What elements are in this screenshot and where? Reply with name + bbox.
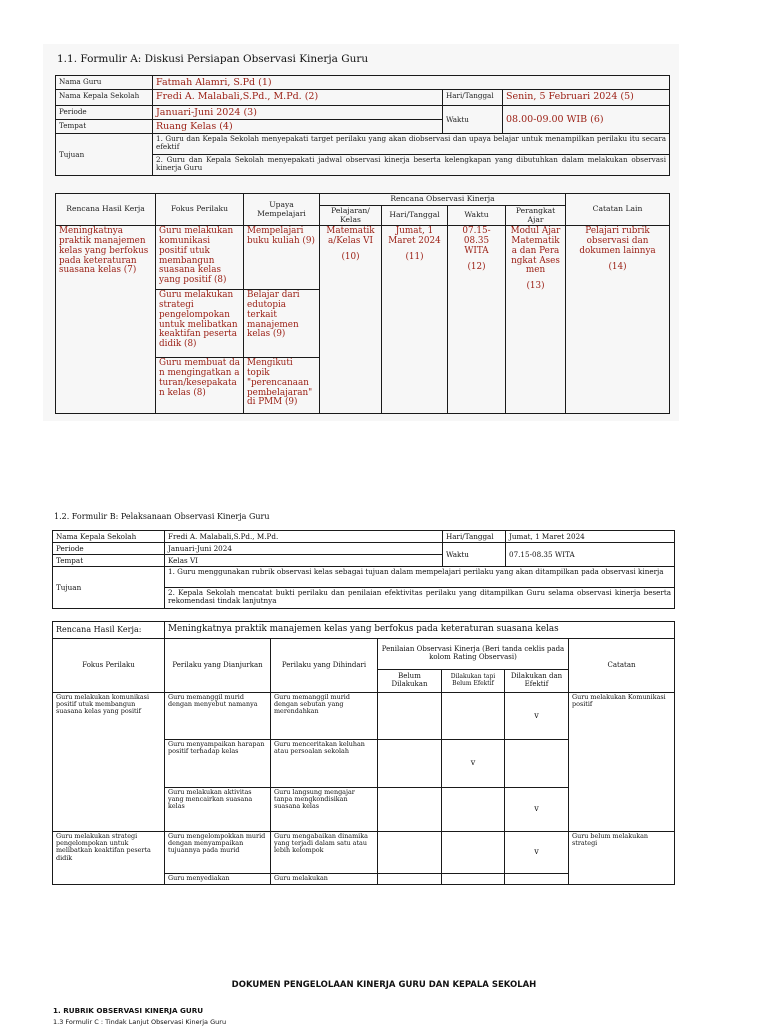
b-fokus-2: Guru melakukan strategi pengelompokan untuk melibatkan keaktifan peserta didik (53, 832, 165, 885)
tujuan-item-1: 1. Guru dan Kepala Sekolah menyepakati target perilaku yang akan diobservasi dan upaya belajar untuk menampilkan perilaku itu secara efektif (153, 134, 670, 155)
document-title: DOKUMEN PENGELOLAAN KINERJA GURU DAN KEPALA SEKOLAH (231, 980, 537, 990)
b-kepala-label: Nama Kepala Sekolah (53, 531, 165, 543)
header-fokus: Fokus Perilaku (156, 194, 244, 226)
b-dihindari-4: Guru mengabaikan dinamika yang terjadi dalam satu atau lebih kelompok (271, 832, 378, 874)
rating-cell (505, 874, 569, 885)
rating-cell (442, 832, 505, 874)
form-a-plan-table (55, 193, 670, 414)
hari-tanggal-value: Senin, 5 Februari 2024 (5) (503, 90, 670, 106)
header-upaya: Upaya Mempelajari (244, 194, 320, 226)
rating-cell (378, 874, 442, 885)
upaya-mempelajari-3: Mengikuti topik "perencanaan pembelajaran" di PMM (9) (244, 358, 320, 414)
b-tujuan-item-2: 2. Kepala Sekolah mencatat bukti perilaku dan penilaian efektivitas perilaku yang ditampilkan Guru selama observasi kinerja beserta rekomendasi tindak lanjutnya (165, 588, 675, 609)
header-rencana: Rencana Hasil Kerja (56, 194, 156, 226)
perangkat-number: (13) (526, 281, 545, 292)
b-tempat-label: Tempat (53, 555, 165, 567)
b-dihindari-2: Guru menceritakan keluhan atau persoalan sekolah (271, 740, 378, 788)
b-dihindari-5: Guru melakukan (271, 874, 378, 885)
rating-cell (442, 740, 505, 788)
tujuan-label: Tujuan (56, 134, 153, 176)
waktu-label: Waktu (443, 106, 503, 134)
b-catatan-2: Guru belum melakukan strategi (569, 832, 675, 885)
rating-cell (378, 788, 442, 832)
rating-cell (505, 693, 569, 740)
rating-cell (442, 788, 505, 832)
b-tujuan-label: Tujuan (53, 567, 165, 609)
header-catatan: Catatan Lain (566, 194, 670, 226)
form-a-heading: 1.1. Formulir A: Diskusi Persiapan Observasi Kinerja Guru (57, 53, 369, 65)
hari-tanggal-label: Hari/Tanggal (443, 90, 503, 106)
b-dianjurkan-5: Guru menyediakan (165, 874, 271, 885)
nama-guru-value: Fatmah Alamri, S.Pd (1) (153, 76, 670, 90)
fokus-perilaku-2: Guru melakukan strategi pengelompokan untuk melibatkan keaktifan peserta didik (8) (156, 290, 244, 358)
b-header-fokus: Fokus Perilaku (53, 639, 165, 693)
b-dianjurkan-3: Guru melakukan aktivitas yang mencairkan suasana kelas (165, 788, 271, 832)
b-dianjurkan-4: Guru mengelompokkan murid dengan menyampaikan tujuannya pada murid (165, 832, 271, 874)
kepala-sekolah-value: Fredi A. Malabali,S.Pd., M.Pd. (2) (153, 90, 443, 106)
b-header-dihindari: Perilaku yang Dihindari (271, 639, 378, 693)
form-b-scan (40, 503, 683, 885)
header-rencana-observasi: Rencana Observasi Kinerja (320, 194, 566, 206)
waktu-value: 08.00-09.00 WIB (6) (503, 106, 670, 134)
catatan-number: (14) (608, 261, 627, 272)
header-hari: Hari/Tanggal (382, 206, 448, 226)
check-mark: v (534, 710, 539, 720)
tempat-label: Tempat (56, 120, 153, 134)
b-periode-label: Periode (53, 543, 165, 555)
b-dihindari-1: Guru memanggil murid dengan sebutan yang merendahkan (271, 693, 378, 740)
b-dianjurkan-1: Guru memanggil murid dengan menyebut namanya (165, 693, 271, 740)
rating-cell (505, 832, 569, 874)
check-mark: v (534, 804, 539, 814)
b-fokus-1: Guru melakukan komunikasi positif utuk membangun suasana kelas yang positif (53, 693, 165, 832)
b-kepala-value: Fredi A. Malabali,S.Pd., M.Pd. (165, 531, 443, 543)
form-b-info-table (52, 530, 675, 609)
fokus-perilaku-3: Guru membuat dan mengingatkan aturan/kesepakatan kelas (8) (156, 358, 244, 414)
catatan-value: Pelajari rubrik observasi dan dokumen lainnya (579, 226, 656, 256)
b-tujuan-item-1: 1. Guru menggunakan rubrik observasi kelas sebagai tujuan dalam mempelajari perilaku yang akan ditampilkan pada observasi kinerja (165, 567, 675, 588)
pelajaran-kelas (320, 226, 382, 414)
header-pelajaran: Pelajaran/ Kelas (320, 206, 382, 226)
b-hari-value: Jumat, 1 Maret 2024 (506, 531, 675, 543)
b-periode-value: Januari-Juni 2024 (165, 543, 443, 555)
rating-cell (505, 740, 569, 788)
waktu-cell (448, 226, 506, 414)
subsection-heading: 1.3 Formulir C : Tindak Lanjut Observasi Kinerja Guru (53, 1018, 227, 1026)
form-a-info-table (55, 75, 670, 176)
b-header-dianjurkan: Perilaku yang Dianjurkan (165, 639, 271, 693)
section-heading: 1. RUBRIK OBSERVASI KINERJA GURU (53, 1006, 204, 1015)
tempat-value: Ruang Kelas (4) (153, 120, 443, 134)
pelajaran-value: Matematika/Kelas VI (326, 226, 375, 246)
pelajaran-number: (10) (341, 251, 360, 262)
b-waktu-value: 07.15-08.35 WITA (506, 543, 675, 567)
b-waktu-label: Waktu (443, 543, 506, 567)
b-dihindari-3: Guru langsung mengajar tanpa mengkondisikan suasana kelas (271, 788, 378, 832)
check-mark: v (470, 758, 476, 768)
rating-cell (442, 693, 505, 740)
hari-value: Jumat, 1 Maret 2024 (388, 226, 441, 246)
rencana-hasil-kerja: Meningkatnya praktik manajemen kelas yang berfokus pada keteraturan suasana kelas (7) (56, 226, 156, 414)
b-tempat-value: Kelas VI (165, 555, 443, 567)
catatan-lain-cell (566, 226, 670, 414)
form-b-heading: 1.2. Formulir B: Pelaksanaan Observasi Kinerja Guru (54, 512, 270, 521)
periode-label: Periode (56, 106, 153, 120)
hari-tanggal-cell (382, 226, 448, 414)
hari-number: (11) (405, 251, 424, 262)
b-header-belum: Belum Dilakukan (378, 670, 442, 693)
kepala-sekolah-label: Nama Kepala Sekolah (56, 90, 153, 106)
b-header-efektif: Dilakukan dan Efektif (505, 670, 569, 693)
b-header-penilaian: Penilaian Observasi Kinerja (Beri tanda ceklis pada kolom Rating Observasi) (378, 639, 569, 670)
waktu-number: (12) (467, 261, 486, 272)
rating-cell (378, 693, 442, 740)
periode-value: Januari-Juni 2024 (3) (153, 106, 443, 120)
form-a-scan (43, 44, 679, 421)
perangkat-value: Modul Ajar Matematika dan Perangkat Asesmen (510, 226, 561, 276)
rating-cell (378, 740, 442, 788)
b-rencana-label: Rencana Hasil Kerja: (53, 622, 165, 639)
b-catatan-1: Guru melakukan Komunikasi positif (569, 693, 675, 832)
upaya-mempelajari-2: Belajar dari edutopia terkait manajemen kelas (9) (244, 290, 320, 358)
form-b-assessment-table (52, 621, 675, 885)
upaya-mempelajari-1: Mempelajari buku kuliah (9) (244, 226, 320, 290)
b-rencana-value: Meningkatnya praktik manajemen kelas yang berfokus pada keteraturan suasana kelas (165, 622, 675, 639)
b-dianjurkan-2: Guru menyampaikan harapan positif terhadap kelas (165, 740, 271, 788)
header-perangkat: Perangkat Ajar (506, 206, 566, 226)
b-hari-label: Hari/Tanggal (443, 531, 506, 543)
b-header-tapi-belum: Dilakukan tapi Belum Efektif (442, 670, 505, 693)
rating-cell (378, 832, 442, 874)
fokus-perilaku-1: Guru melakukan komunikasi positif utuk membangun suasana kelas yang positif (8) (156, 226, 244, 290)
nama-guru-label: Nama Guru (56, 76, 153, 90)
perangkat-ajar-cell (506, 226, 566, 414)
rating-cell (505, 788, 569, 832)
header-waktu: Waktu (448, 206, 506, 226)
b-header-catatan: Catatan (569, 639, 675, 693)
rating-cell (442, 874, 505, 885)
check-mark: v (534, 847, 539, 857)
waktu-value-plan: 07.15-08.35 WITA (462, 226, 491, 256)
tujuan-item-2: 2. Guru dan Kepala Sekolah menyepakati jadwal observasi kinerja beserta kelengkapan yang dibutuhkan dalam melakukan observasi kinerja Guru (153, 155, 670, 176)
